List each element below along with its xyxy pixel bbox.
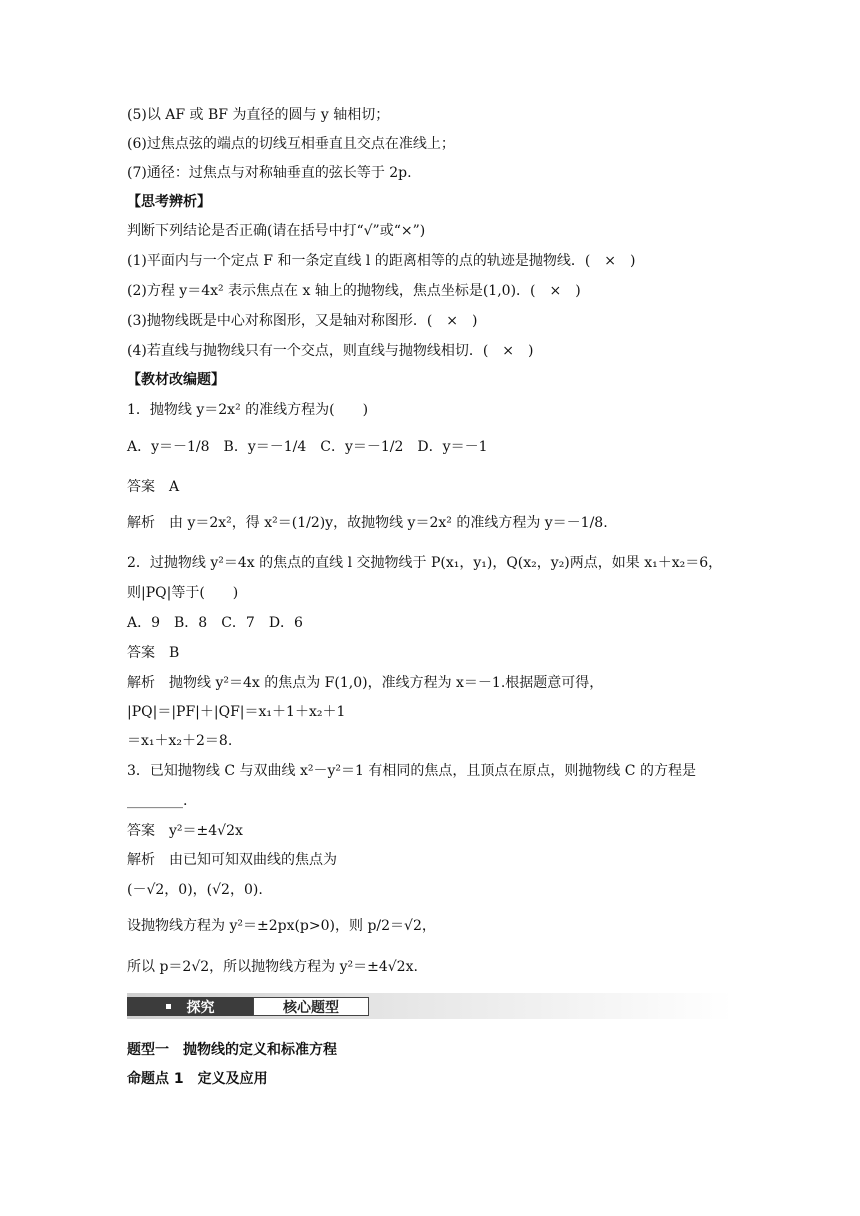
judge-4: (4)若直线与抛物线只有一个交点，则直线与抛物线相切．( × ) [127,343,534,359]
question-2: 2．过抛物线 y²＝4x 的焦点的直线 l 交抛物线于 P(x₁，y₁)，Q(x₂，y₂)两点，如果 x₁＋x₂＝6， [127,555,723,571]
question-3-blank: ________. [127,793,188,809]
question-3-solution-3: 设抛物线方程为 y²＝±2px(p>0)，则 p/2＝√2， [127,918,436,934]
question-2-cont: 则|PQ|等于( ) [127,585,239,601]
question-2-answer: 答案 B [127,645,180,661]
question-3-solution-4: 所以 p＝2√2，所以抛物线方程为 y²＝±4√2x. [127,959,418,975]
question-3-solution-2: (－√2，0)，(√2，0). [127,882,263,898]
question-1: 1．抛物线 y＝2x² 的准线方程为( ) [127,402,369,418]
question-3-answer: 答案 y²＝±4√2x [127,823,243,839]
square-bullet-icon [166,1004,171,1009]
type-heading: 题型一 抛物线的定义和标准方程 [127,1042,337,1058]
banner-tag-explore: 探究 [127,997,253,1016]
banner-tag-core: 核心题型 [253,997,369,1016]
property-7: (7)通径：过焦点与对称轴垂直的弦长等于 2p. [127,165,412,181]
judge-1: (1)平面内与一个定点 F 和一条定直线 l 的距离相等的点的轨迹是抛物线．( × ) [127,253,636,269]
question-1-options: A．y＝－1/8 B．y＝－1/4 C．y＝－1/2 D．y＝－1 [127,439,488,455]
question-2-solution-3: ＝x₁＋x₂＋2＝8. [127,733,233,749]
section-banner [127,997,369,1016]
question-2-options: A．9 B．8 C．7 D．6 [127,615,303,631]
property-5: (5)以 AF 或 BF 为直径的圆与 y 轴相切； [127,107,390,123]
think-heading: 【思考辨析】 [127,194,211,210]
question-2-solution: 解析 抛物线 y²＝4x 的焦点为 F(1,0)，准线方程为 x＝－1.根据题意可得， [127,675,604,691]
question-1-solution: 解析 由 y＝2x²，得 x²＝(1/2)y，故抛物线 y＝2x² 的准线方程为 y＝－1/8. [127,515,608,531]
question-2-solution-2: |PQ|＝|PF|＋|QF|＝x₁＋1＋x₂＋1 [127,704,346,720]
subpoint-heading: 命题点 1 定义及应用 [127,1071,268,1087]
property-6: (6)过焦点弦的端点的切线互相垂直且交点在准线上； [127,136,455,152]
question-3: 3．已知抛物线 C 与双曲线 x²－y²＝1 有相同的焦点，且顶点在原点，则抛物线 C 的方程是 [127,763,696,779]
question-1-answer: 答案 A [127,479,180,495]
textbook-heading: 【教材改编题】 [127,372,225,388]
think-intro: 判断下列结论是否正确(请在括号中打“√”或“×”) [127,223,426,239]
question-3-solution: 解析 由已知可知双曲线的焦点为 [127,852,337,868]
judge-3: (3)抛物线既是中心对称图形，又是轴对称图形．( × ) [127,313,478,329]
judge-2: (2)方程 y＝4x² 表示焦点在 x 轴上的抛物线，焦点坐标是(1,0)．( × ) [127,283,581,299]
